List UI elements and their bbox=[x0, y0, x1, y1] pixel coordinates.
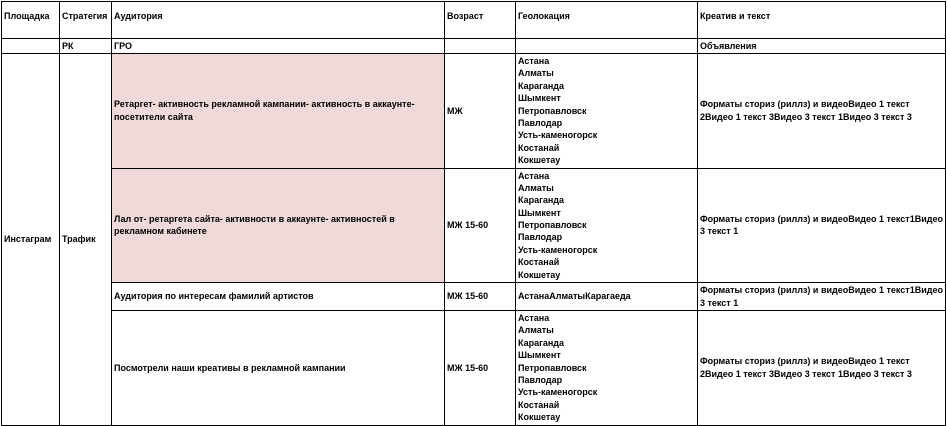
geo-cell[interactable] bbox=[516, 54, 698, 169]
geo-item: Костанай bbox=[518, 257, 560, 268]
table-row bbox=[2, 168, 946, 283]
header-strategy[interactable]: Стратегия bbox=[60, 2, 112, 39]
geo-item: Астана bbox=[518, 56, 550, 66]
subheader-row bbox=[2, 39, 946, 54]
geo-item: АстанаАлматыКарагаеда bbox=[518, 291, 631, 302]
age-cell[interactable]: МЖ bbox=[445, 54, 516, 169]
geo-item: Кокшетау bbox=[518, 269, 561, 280]
subheader-age[interactable] bbox=[445, 39, 516, 54]
audience-cell[interactable]: Посмотрели наши креативы в рекламной кампании bbox=[112, 311, 445, 426]
platform-cell[interactable]: Инстаграм bbox=[2, 54, 60, 426]
geo-cell[interactable] bbox=[516, 283, 698, 311]
geo-item: Петропавловск bbox=[518, 362, 587, 373]
subheader-geo[interactable] bbox=[516, 39, 698, 54]
geo-item: Алматы bbox=[518, 182, 554, 193]
table-row bbox=[2, 283, 946, 311]
geo-item: Кокшетау bbox=[518, 412, 561, 423]
subheader-audience[interactable]: ГРО bbox=[112, 39, 445, 54]
header-creative[interactable]: Креатив и текст bbox=[698, 2, 946, 39]
geo-item: Караганда bbox=[518, 337, 565, 348]
creative-cell[interactable]: Форматы сториз (риллз) и видеоВидео 1 текст 2Видео 1 текст 3Видео 3 текст 1Видео 3 текст 3 bbox=[698, 54, 946, 169]
creative-cell[interactable]: Форматы сториз (риллз) и видеоВидео 1 текст1Видео 3 текст 1 bbox=[698, 283, 946, 311]
header-platform[interactable]: Площадка bbox=[2, 2, 60, 39]
geo-item: Шымкент bbox=[518, 93, 561, 104]
age-cell[interactable]: МЖ 15-60 bbox=[445, 283, 516, 311]
header-age[interactable]: Возраст bbox=[445, 2, 516, 39]
header-row bbox=[2, 2, 946, 39]
header-audience[interactable]: Аудитория bbox=[112, 2, 445, 39]
geo-cell[interactable] bbox=[516, 311, 698, 426]
geo-item: Усть-каменогорск bbox=[518, 387, 598, 398]
table-row bbox=[2, 54, 946, 169]
table-row bbox=[2, 311, 946, 426]
geo-item: Шымкент bbox=[518, 350, 561, 361]
geo-item: Костанай bbox=[518, 399, 560, 410]
header-geo[interactable]: Геолокация bbox=[516, 2, 698, 39]
geo-item: Усть-каменогорск bbox=[518, 244, 598, 255]
age-cell[interactable]: МЖ 15-60 bbox=[445, 168, 516, 283]
geo-item: Павлодар bbox=[518, 232, 563, 243]
geo-cell[interactable] bbox=[516, 168, 698, 283]
geo-item: Павлодар bbox=[518, 374, 563, 385]
media-plan-table bbox=[1, 1, 946, 426]
geo-item: Алматы bbox=[518, 68, 554, 79]
geo-item: Астана bbox=[518, 170, 550, 181]
creative-cell[interactable]: Форматы сториз (риллз) и видеоВидео 1 текст 2Видео 1 текст 3Видео 3 текст 1Видео 3 текст 3 bbox=[698, 311, 946, 426]
subheader-creative[interactable]: Объявления bbox=[698, 39, 946, 54]
subheader-platform[interactable] bbox=[2, 39, 60, 54]
geo-item: Шымкент bbox=[518, 207, 561, 218]
geo-item: Усть-каменогорск bbox=[518, 130, 598, 141]
strategy-cell[interactable]: Трафик bbox=[60, 54, 112, 426]
geo-item: Алматы bbox=[518, 325, 554, 336]
subheader-strategy[interactable]: РК bbox=[60, 39, 112, 54]
age-cell[interactable]: МЖ 15-60 bbox=[445, 311, 516, 426]
geo-item: Костанай bbox=[518, 142, 560, 153]
audience-cell[interactable]: Лал от- ретаргета сайта- активности в аккаунте- активностей в рекламном кабинете bbox=[112, 168, 445, 283]
geo-item: Астана bbox=[518, 313, 550, 324]
creative-cell[interactable]: Форматы сториз (риллз) и видеоВидео 1 текст1Видео 3 текст 1 bbox=[698, 168, 946, 283]
audience-cell[interactable]: Ретаргет- активность рекламной кампании- активность в аккаунте-посетители сайта bbox=[112, 54, 445, 169]
geo-item: Павлодар bbox=[518, 117, 563, 128]
geo-item: Караганда bbox=[518, 80, 565, 91]
audience-cell[interactable]: Аудитория по интересам фамилий артистов bbox=[112, 283, 445, 311]
geo-item: Караганда bbox=[518, 195, 565, 206]
geo-item: Петропавловск bbox=[518, 220, 587, 231]
geo-item: Кокшетау bbox=[518, 155, 561, 166]
geo-item: Петропавловск bbox=[518, 105, 587, 116]
